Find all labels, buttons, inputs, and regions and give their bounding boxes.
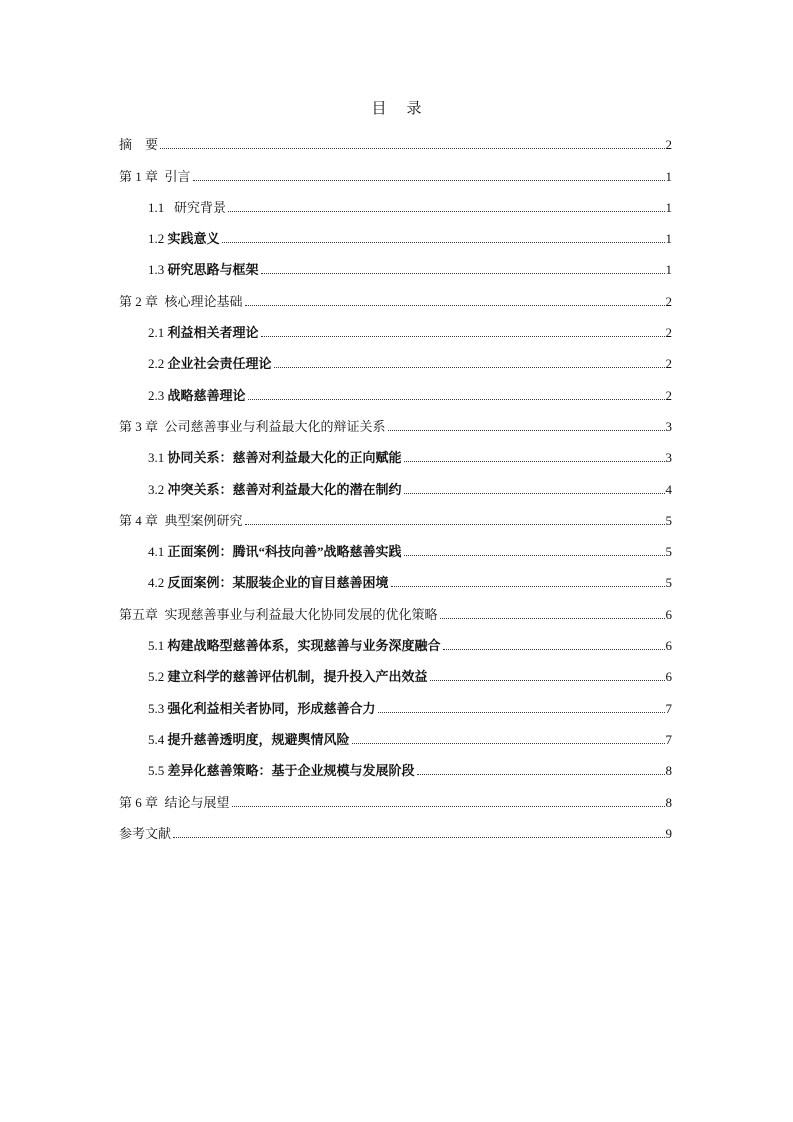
dot-leader xyxy=(245,304,665,306)
toc-entry-text: 研究背景 xyxy=(174,199,227,215)
toc-entry-number: 2.3 xyxy=(148,387,165,403)
toc-entry-text: 核心理论基础 xyxy=(164,293,243,309)
toc-entry-label xyxy=(148,231,220,247)
toc-section-entry[interactable] xyxy=(119,466,672,497)
toc-entry-label xyxy=(148,763,415,779)
toc-entry-text: 正面案例：腾讯“科技向善”战略慈善实践 xyxy=(167,544,402,560)
toc-chapter-entry[interactable] xyxy=(119,779,672,810)
dot-leader xyxy=(173,836,664,838)
toc-section-entry[interactable] xyxy=(119,185,672,216)
toc-page-number: 3 xyxy=(665,418,672,434)
toc-section-entry[interactable] xyxy=(119,717,672,748)
toc-entry-text: 典型案例研究 xyxy=(164,512,243,528)
toc-entry-number: 1.2 xyxy=(148,231,165,247)
toc-entry-number: 第 2 章 xyxy=(119,293,159,309)
toc-section-entry[interactable] xyxy=(119,341,672,372)
toc-entry-label xyxy=(148,701,376,717)
toc-section-entry[interactable] xyxy=(119,247,672,278)
toc-entry-number: 5.3 xyxy=(148,700,165,716)
toc-page-number: 7 xyxy=(665,700,672,716)
dot-leader xyxy=(228,210,664,212)
toc-entry-label xyxy=(148,544,402,560)
toc-section-entry[interactable] xyxy=(119,435,672,466)
toc-chapter-entry[interactable] xyxy=(119,153,672,184)
toc-entry-label xyxy=(119,137,158,153)
toc-entry-number: 第 3 章 xyxy=(119,418,159,434)
dot-leader xyxy=(248,398,665,400)
toc-entry-label xyxy=(148,388,246,404)
dot-leader xyxy=(193,179,665,181)
toc-entry-label xyxy=(119,513,243,529)
toc-entry-number: 第五章 xyxy=(119,606,159,622)
toc-entry-label xyxy=(119,294,243,310)
dot-leader xyxy=(352,742,665,744)
dot-leader xyxy=(404,554,665,556)
dot-leader xyxy=(261,272,665,274)
toc-page-number: 5 xyxy=(665,575,672,591)
toc-entry-label xyxy=(119,419,386,435)
toc-entry-label xyxy=(148,575,389,591)
toc-entry-number: 4.1 xyxy=(148,544,165,560)
toc-entry-text: 企业社会责任理论 xyxy=(167,356,272,372)
toc-entry-label xyxy=(119,826,171,842)
dot-leader xyxy=(160,147,664,149)
dot-leader xyxy=(430,679,665,681)
toc-chapter-entry[interactable] xyxy=(119,591,672,622)
toc-page-number: 1 xyxy=(665,262,672,278)
table-of-contents xyxy=(119,122,672,842)
dot-leader xyxy=(378,711,665,713)
toc-entry-text: 差异化慈善策略：基于企业规模与发展阶段 xyxy=(167,763,415,779)
dot-leader xyxy=(388,429,665,431)
toc-entry-label xyxy=(148,732,350,748)
toc-section-entry[interactable] xyxy=(119,216,672,247)
toc-entry-text: 反面案例：某服装企业的盲目慈善困境 xyxy=(167,575,389,591)
dot-leader xyxy=(417,773,665,775)
toc-page-number: 6 xyxy=(665,606,672,622)
dot-leader xyxy=(245,523,665,525)
toc-section-entry[interactable] xyxy=(119,310,672,341)
toc-entry-label xyxy=(148,669,428,685)
dot-leader xyxy=(261,335,665,337)
dot-leader xyxy=(274,366,665,368)
toc-entry-text: 参考文献 xyxy=(119,825,172,841)
toc-page-number: 6 xyxy=(665,638,672,654)
toc-entry-number: 3.1 xyxy=(148,450,165,466)
toc-page-number: 1 xyxy=(665,199,672,215)
toc-entry-label xyxy=(148,262,259,278)
toc-page-number: 2 xyxy=(665,325,672,341)
toc-section-entry[interactable] xyxy=(119,654,672,685)
toc-entry-number: 2.2 xyxy=(148,356,165,372)
toc-page-number: 8 xyxy=(665,794,672,810)
toc-entry-number: 5.2 xyxy=(148,669,165,685)
toc-section-entry[interactable] xyxy=(119,748,672,779)
toc-chapter-entry[interactable] xyxy=(119,811,672,842)
dot-leader xyxy=(443,648,665,650)
dot-leader xyxy=(391,585,665,587)
toc-entry-text: 实现慈善事业与利益最大化协同发展的优化策略 xyxy=(164,606,438,622)
toc-page-number: 1 xyxy=(665,231,672,247)
dot-leader xyxy=(440,617,665,619)
toc-entry-text: 公司慈善事业与利益最大化的辩证关系 xyxy=(164,418,386,434)
toc-page-number: 2 xyxy=(665,356,672,372)
toc-entry-text: 建立科学的慈善评估机制，提升投入产出效益 xyxy=(167,669,428,685)
toc-page-number: 2 xyxy=(665,387,672,403)
toc-entry-text: 提升慈善透明度，规避舆情风险 xyxy=(167,731,350,747)
toc-entry-text: 结论与展望 xyxy=(164,794,230,810)
toc-entry-number: 5.5 xyxy=(148,763,165,779)
toc-page-number: 7 xyxy=(665,731,672,747)
toc-entry-label xyxy=(148,325,259,341)
toc-section-entry[interactable] xyxy=(119,372,672,403)
toc-entry-number: 第 6 章 xyxy=(119,794,159,810)
toc-page-number: 9 xyxy=(665,825,672,841)
toc-entry-label xyxy=(119,169,191,185)
toc-section-entry[interactable] xyxy=(119,623,672,654)
toc-chapter-entry[interactable] xyxy=(119,498,672,529)
toc-section-entry[interactable] xyxy=(119,685,672,716)
dot-leader xyxy=(222,241,665,243)
toc-entry-text: 摘 要 xyxy=(119,137,159,153)
toc-page-number: 2 xyxy=(665,137,672,153)
toc-page-number: 5 xyxy=(665,512,672,528)
toc-entry-label xyxy=(148,482,402,498)
toc-entry-number: 5.1 xyxy=(148,638,165,654)
toc-entry-text: 研究思路与框架 xyxy=(167,262,259,278)
toc-entry-number: 第 1 章 xyxy=(119,168,159,184)
toc-entry-text: 利益相关者理论 xyxy=(167,325,259,341)
toc-chapter-entry[interactable] xyxy=(119,404,672,435)
toc-entry-text: 强化利益相关者协同，形成慈善合力 xyxy=(167,700,376,716)
toc-entry-number: 2.1 xyxy=(148,325,165,341)
toc-entry-number: 3.2 xyxy=(148,481,165,497)
toc-chapter-entry[interactable] xyxy=(119,122,672,153)
toc-entry-number: 4.2 xyxy=(148,575,165,591)
toc-entry-text: 实践意义 xyxy=(167,231,220,247)
toc-title: 目录 xyxy=(371,101,442,117)
toc-section-entry[interactable] xyxy=(119,529,672,560)
toc-entry-text: 引言 xyxy=(164,168,191,184)
toc-page-number: 4 xyxy=(665,481,672,497)
toc-section-entry[interactable] xyxy=(119,560,672,591)
toc-entry-text: 战略慈善理论 xyxy=(167,387,246,403)
toc-entry-number: 第 4 章 xyxy=(119,512,159,528)
toc-page-number: 8 xyxy=(665,763,672,779)
dot-leader xyxy=(404,460,665,462)
toc-entry-number: 1.1 xyxy=(148,199,165,215)
dot-leader xyxy=(232,805,665,807)
toc-page-number: 6 xyxy=(665,669,672,685)
toc-page-number: 2 xyxy=(665,293,672,309)
toc-entry-label xyxy=(119,795,230,811)
toc-entry-label xyxy=(119,607,438,623)
toc-entry-text: 协同关系：慈善对利益最大化的正向赋能 xyxy=(167,450,402,466)
dot-leader xyxy=(404,492,665,494)
toc-entry-label xyxy=(148,638,441,654)
toc-entry-label xyxy=(148,356,272,372)
toc-entry-number: 1.3 xyxy=(148,262,165,278)
toc-entry-label xyxy=(148,200,226,216)
toc-page-number: 3 xyxy=(665,450,672,466)
toc-page-number: 5 xyxy=(665,544,672,560)
toc-page-number: 1 xyxy=(665,168,672,184)
toc-chapter-entry[interactable] xyxy=(119,278,672,309)
toc-entry-text: 构建战略型慈善体系，实现慈善与业务深度融合 xyxy=(167,638,441,654)
toc-entry-number: 5.4 xyxy=(148,731,165,747)
toc-entry-text: 冲突关系：慈善对利益最大化的潜在制约 xyxy=(167,481,402,497)
toc-entry-label xyxy=(148,450,402,466)
